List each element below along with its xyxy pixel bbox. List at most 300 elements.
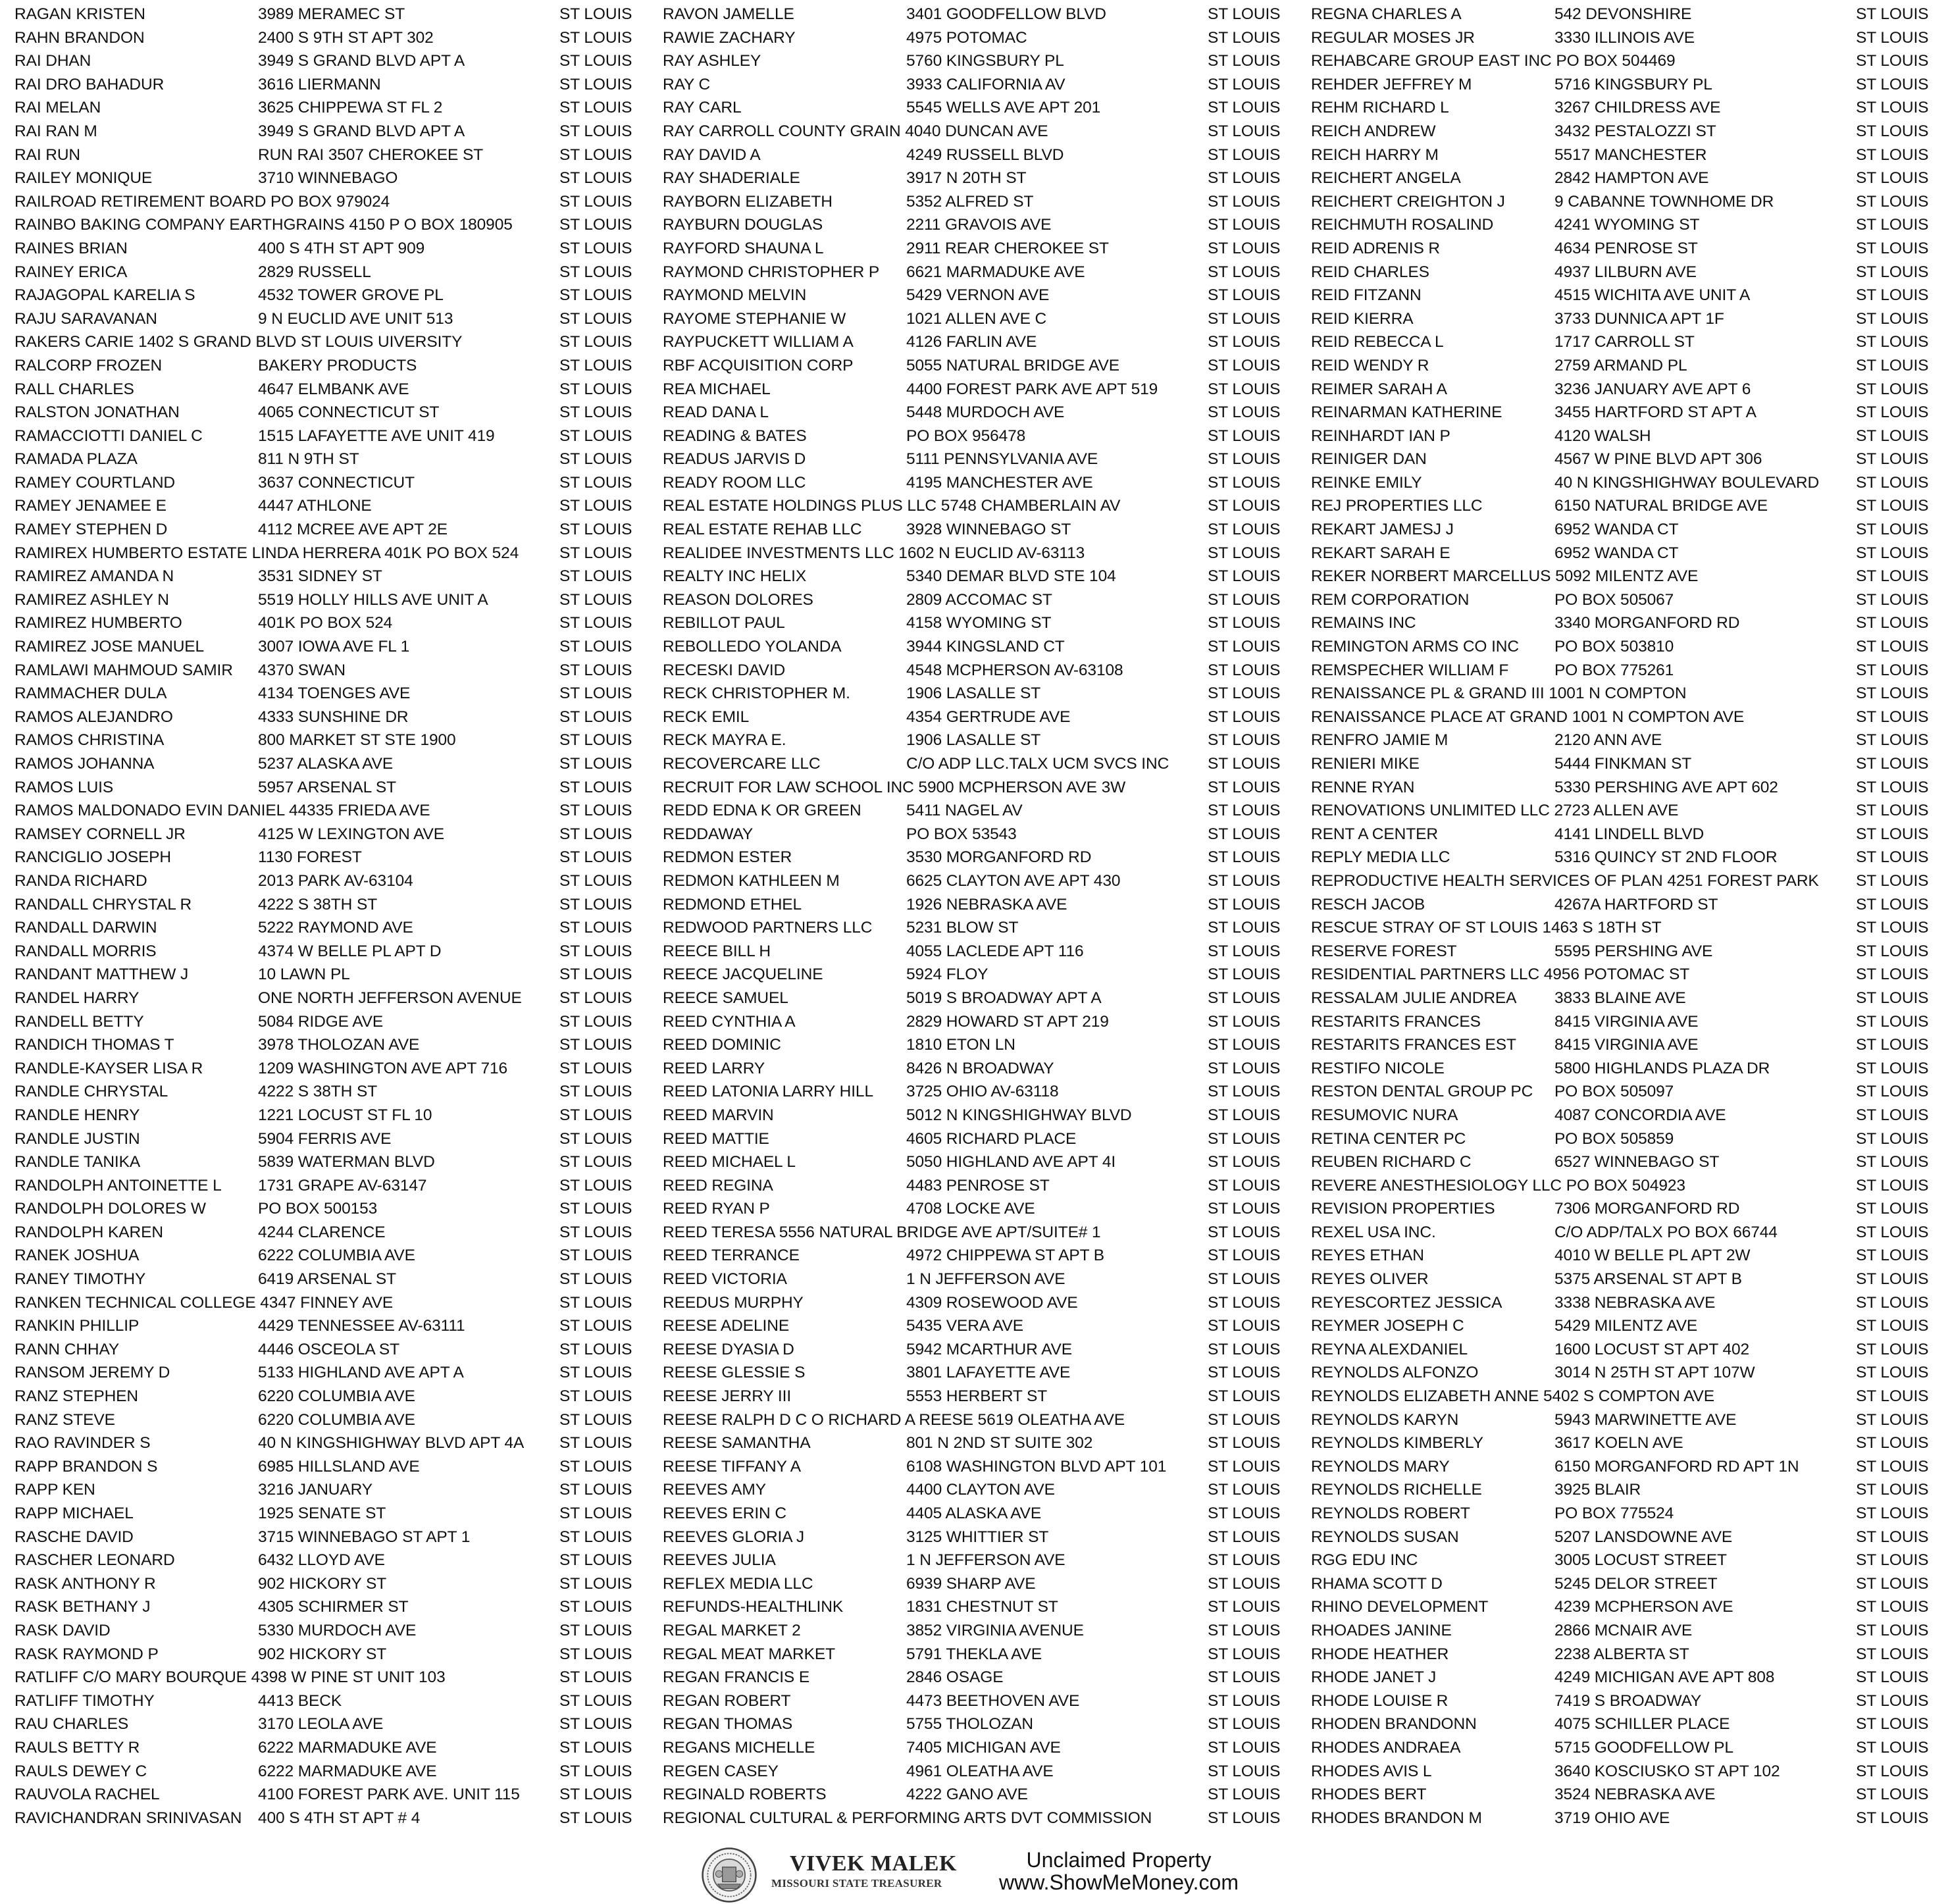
owner-name: RENAISSANCE PLACE AT GRAND 1001 N COMPTON AVE (1311, 708, 1745, 726)
listing-row (14, 518, 659, 542)
owner-city: ST LOUIS (1208, 1668, 1281, 1687)
owner-name: REESE SAMANTHA (663, 1434, 811, 1453)
owner-address: 5716 KINGSBURY PL (1554, 75, 1712, 93)
owner-address: 5237 ALASKA AVE (258, 755, 394, 773)
owner-address: 3216 JANUARY (258, 1481, 373, 1499)
owner-city: ST LOUIS (1208, 1410, 1281, 1429)
listing-row (1311, 706, 1950, 729)
owner-city: ST LOUIS (1208, 1786, 1281, 1804)
owner-city: ST LOUIS (1856, 614, 1929, 632)
owner-address: 3616 LIERMANN (258, 75, 381, 93)
listing-row (14, 1549, 659, 1572)
owner-name: REXEL USA INC. (1311, 1223, 1436, 1241)
listing-row (14, 1807, 659, 1830)
listing-row (663, 1760, 1308, 1784)
listing-row (663, 1314, 1308, 1338)
owner-address: 7405 MICHIGAN AVE (906, 1738, 1061, 1757)
owner-address: 400 S 4TH ST APT # 4 (258, 1809, 421, 1827)
listing-row (1311, 1736, 1950, 1760)
owner-address: 6432 LLOYD AVE (258, 1551, 385, 1570)
owner-address: 3710 WINNEBAGO (258, 169, 398, 188)
owner-name: REFLEX MEDIA LLC (663, 1574, 813, 1593)
listing-row (1311, 1502, 1950, 1526)
owner-city: ST LOUIS (1856, 848, 1929, 867)
listing-row (663, 1478, 1308, 1502)
owner-address: 5222 RAYMOND AVE (258, 919, 413, 937)
owner-address: 3978 THOLOZAN AVE (258, 1036, 420, 1054)
listing-row (14, 73, 659, 97)
owner-name: REID REBECCA L (1311, 333, 1444, 351)
listing-row (663, 261, 1308, 284)
listing-row (14, 869, 659, 893)
owner-address: 1209 WASHINGTON AVE APT 716 (258, 1059, 508, 1077)
listing-row (663, 1408, 1308, 1432)
owner-name: RECOVERCARE LLC (663, 755, 821, 773)
owner-city: ST LOUIS (559, 1668, 632, 1687)
owner-city: ST LOUIS (1856, 825, 1929, 843)
owner-name: REICHMUTH ROSALIND (1311, 216, 1494, 234)
owner-name: RAMACCIOTTI DANIEL C (14, 426, 203, 445)
owner-city: ST LOUIS (559, 380, 632, 398)
owner-city: ST LOUIS (1208, 521, 1281, 539)
owner-name: RAKERS CARIE 1402 S GRAND BLVD ST LOUIS UIVERSITY (14, 333, 463, 351)
owner-address: 3170 LEOLA AVE (258, 1715, 384, 1734)
owner-city: ST LOUIS (1208, 1574, 1281, 1593)
owner-address: 8415 VIRGINIA AVE (1554, 1012, 1699, 1031)
owner-name: REMSPECHER WILLIAM F (1311, 661, 1509, 679)
listing-row (1311, 354, 1950, 378)
owner-address: 3733 DUNNICA APT 1F (1554, 309, 1724, 328)
listing-row (14, 1619, 659, 1643)
listing-row (1311, 1080, 1950, 1104)
owner-city: ST LOUIS (1856, 1012, 1929, 1031)
owner-city: ST LOUIS (1856, 356, 1929, 374)
owner-address: 3338 NEBRASKA AVE (1554, 1293, 1716, 1312)
listing-row (1311, 1010, 1950, 1034)
owner-name: REESE ADELINE (663, 1317, 790, 1335)
listing-row (1311, 611, 1950, 635)
owner-name: RAPP KEN (14, 1481, 95, 1499)
owner-address: 3014 N 25TH ST APT 107W (1554, 1364, 1755, 1382)
owner-name: RAULS DEWEY C (14, 1762, 147, 1780)
owner-address: 1906 LASALLE ST (906, 684, 1041, 703)
owner-name: RHODES ANDRAEA (1311, 1738, 1461, 1757)
owner-city: ST LOUIS (559, 684, 632, 703)
owner-city: ST LOUIS (559, 1457, 632, 1476)
owner-city: ST LOUIS (559, 1645, 632, 1663)
owner-name: RASK DAVID (14, 1621, 111, 1639)
owner-name: RAMLAWI MAHMOUD SAMIR (14, 661, 233, 679)
owner-name: REGAN FRANCIS E (663, 1668, 810, 1687)
owner-city: ST LOUIS (559, 1809, 632, 1827)
owner-name: REED LATONIA LARRY HILL (663, 1083, 873, 1101)
owner-address: PO BOX 503810 (1554, 638, 1674, 656)
owner-name: RAULS BETTY R (14, 1738, 140, 1757)
owner-name: REGANS MICHELLE (663, 1738, 815, 1757)
listing-row (663, 1221, 1308, 1245)
listing-row (14, 1127, 659, 1151)
listing-row (14, 1361, 659, 1385)
owner-address: 4975 POTOMAC (906, 28, 1027, 47)
listing-row (1311, 190, 1950, 214)
listing-row (1311, 940, 1950, 964)
owner-name: REEVES ERIN C (663, 1505, 786, 1522)
owner-city: ST LOUIS (1856, 1293, 1929, 1312)
listing-row (14, 307, 659, 331)
owner-city: ST LOUIS (559, 1762, 632, 1780)
owner-city: ST LOUIS (1856, 1317, 1929, 1335)
owner-name: RAGAN KRISTEN (14, 5, 145, 23)
owner-city: ST LOUIS (1856, 708, 1929, 726)
listing-row (1311, 635, 1950, 659)
owner-city: ST LOUIS (1856, 1223, 1929, 1241)
owner-city: ST LOUIS (1856, 473, 1929, 492)
owner-city: ST LOUIS (559, 1364, 632, 1382)
owner-city: ST LOUIS (1208, 75, 1281, 93)
owner-address: PO BOX 53543 (906, 825, 1017, 843)
listing-row (663, 1361, 1308, 1385)
listing-row (663, 869, 1308, 893)
owner-city: ST LOUIS (1208, 1505, 1281, 1522)
owner-city: ST LOUIS (1856, 895, 1929, 913)
owner-city: ST LOUIS (1208, 450, 1281, 469)
listing-row (1311, 1807, 1950, 1830)
listing-row (663, 1033, 1308, 1057)
owner-name: READ DANA L (663, 403, 769, 422)
owner-address: 5519 HOLLY HILLS AVE UNIT A (258, 590, 488, 609)
owner-address: 5055 NATURAL BRIDGE AVE (906, 356, 1120, 374)
owner-address: 6527 WINNEBAGO ST (1554, 1153, 1720, 1171)
owner-address: 2842 HAMPTON AVE (1554, 169, 1709, 188)
listing-row (14, 1760, 659, 1784)
owner-address: 5375 ARSENAL ST APT B (1554, 1270, 1742, 1289)
owner-city: ST LOUIS (559, 286, 632, 305)
owner-name: RANDALL CHRYSTAL R (14, 895, 192, 913)
owner-name: RETINA CENTER PC (1311, 1129, 1466, 1148)
owner-name: RENIERI MIKE (1311, 755, 1420, 773)
owner-address: C/O ADP LLC.TALX UCM SVCS INC (906, 755, 1169, 773)
owner-city: ST LOUIS (1208, 590, 1281, 609)
owner-name: RANKEN TECHNICAL COLLEGE 4347 FINNEY AVE (14, 1293, 394, 1312)
owner-city: ST LOUIS (1208, 825, 1281, 843)
owner-address: PO BOX 505067 (1554, 590, 1674, 609)
owner-city: ST LOUIS (1208, 1457, 1281, 1476)
owner-name: READING & BATES (663, 426, 807, 445)
listing-row (663, 1268, 1308, 1291)
owner-city: ST LOUIS (559, 1059, 632, 1077)
owner-city: ST LOUIS (1208, 426, 1281, 445)
listing-row (1311, 261, 1950, 284)
owner-name: REHM RICHARD L (1311, 99, 1449, 117)
owner-name: REYNOLDS ALFONZO (1311, 1364, 1479, 1382)
owner-address: 3125 WHITTIER ST (906, 1528, 1049, 1546)
listing-row (14, 1408, 659, 1432)
owner-name: REINKE EMILY (1311, 473, 1422, 492)
listing-row (1311, 213, 1950, 237)
owner-address: 4222 S 38TH ST (258, 895, 378, 913)
listing-row (14, 167, 659, 190)
owner-address: 3989 MERAMEC ST (258, 5, 405, 23)
owner-city: ST LOUIS (559, 1129, 632, 1148)
owner-name: RAYMOND CHRISTOPHER P (663, 263, 880, 281)
owner-city: ST LOUIS (1856, 216, 1929, 234)
listing-row (14, 1526, 659, 1549)
owner-address: 4120 WALSH (1554, 426, 1651, 445)
listing-row (14, 1080, 659, 1104)
owner-name: REYESCORTEZ JESSICA (1311, 1293, 1502, 1312)
owner-city: ST LOUIS (1208, 684, 1281, 703)
listing-row (14, 963, 659, 987)
owner-city: ST LOUIS (1856, 1410, 1929, 1429)
listing-row (663, 1807, 1308, 1830)
owner-name: RHODES BERT (1311, 1786, 1427, 1804)
listing-row (663, 1783, 1308, 1807)
listing-row (1311, 401, 1950, 425)
listing-row (14, 1057, 659, 1081)
owner-name: RAY DAVID A (663, 145, 761, 164)
owner-city: ST LOUIS (1208, 1317, 1281, 1335)
listing-row (663, 588, 1308, 612)
listing-row (663, 1150, 1308, 1174)
owner-city: ST LOUIS (559, 848, 632, 867)
owner-name: REALIDEE INVESTMENTS LLC 1602 N EUCLID AV-63113 (663, 544, 1085, 562)
owner-city: ST LOUIS (1208, 192, 1281, 211)
listing-row (14, 1783, 659, 1807)
listing-row (1311, 307, 1950, 331)
owner-address: PO BOX 775524 (1554, 1505, 1674, 1522)
owner-name: REID WENDY R (1311, 356, 1429, 374)
owner-city: ST LOUIS (559, 1083, 632, 1101)
owner-address: 3801 LAFAYETTE AVE (906, 1364, 1071, 1382)
owner-city: ST LOUIS (1208, 1762, 1281, 1780)
owner-city: ST LOUIS (1856, 1387, 1929, 1406)
listing-row (663, 1431, 1308, 1455)
listing-row (1311, 1783, 1950, 1807)
owner-name: RANDOLPH KAREN (14, 1223, 163, 1241)
listing-row (1311, 1549, 1950, 1572)
owner-name: RAMIREZ HUMBERTO (14, 614, 182, 632)
listing-row (663, 1643, 1308, 1666)
owner-name: RAY ASHLEY (663, 52, 761, 70)
listing-row (663, 401, 1308, 425)
owner-city: ST LOUIS (1208, 1481, 1281, 1499)
owner-city: ST LOUIS (1856, 1505, 1929, 1522)
listing-row (14, 776, 659, 800)
owner-city: ST LOUIS (1856, 1691, 1929, 1710)
owner-address: 801 N 2ND ST SUITE 302 (906, 1434, 1093, 1453)
listing-row (14, 401, 659, 425)
owner-address: 5904 FERRIS AVE (258, 1129, 392, 1148)
listing-row (663, 611, 1308, 635)
owner-city: ST LOUIS (1856, 661, 1929, 679)
owner-city: ST LOUIS (1208, 755, 1281, 773)
owner-name: RAMIREX HUMBERTO ESTATE LINDA HERRERA 401K PO BOX 524 (14, 544, 519, 562)
owner-address: 2846 OSAGE (906, 1668, 1004, 1687)
listing-row (1311, 1338, 1950, 1362)
owner-address: 4961 OLEATHA AVE (906, 1762, 1054, 1780)
listing-row (663, 1526, 1308, 1549)
listing-row (1311, 987, 1950, 1010)
owner-address: 6150 MORGANFORD RD APT 1N (1554, 1457, 1799, 1476)
owner-name: RHODES BRANDON M (1311, 1809, 1482, 1827)
owner-city: ST LOUIS (559, 1387, 632, 1406)
owner-address: 6952 WANDA CT (1554, 521, 1679, 539)
owner-address: 3340 MORGANFORD RD (1554, 614, 1740, 632)
owner-name: REESE TIFFANY A (663, 1457, 802, 1476)
owner-address: 5942 MCARTHUR AVE (906, 1340, 1073, 1358)
owner-name: RESTIFO NICOLE (1311, 1059, 1445, 1077)
owner-name: REGEN CASEY (663, 1762, 779, 1780)
owner-name: RESERVE FOREST (1311, 942, 1457, 960)
owner-name: REKART SARAH E (1311, 544, 1450, 562)
owner-name: RAILROAD RETIREMENT BOARD PO BOX 979024 (14, 192, 390, 211)
listing-row (14, 706, 659, 729)
listing-row (663, 167, 1308, 190)
owner-name: RAMOS CHRISTINA (14, 731, 165, 750)
owner-address: 3949 S GRAND BLVD APT A (258, 52, 465, 70)
listing-row (14, 143, 659, 167)
owner-address: 4972 CHIPPEWA ST APT B (906, 1247, 1105, 1265)
owner-city: ST LOUIS (1208, 1247, 1281, 1265)
owner-name: RAJAGOPAL KARELIA S (14, 286, 195, 305)
owner-name: REINIGER DAN (1311, 450, 1427, 469)
owner-address: 8426 N BROADWAY (906, 1059, 1054, 1077)
listing-row (663, 1197, 1308, 1221)
owner-city: ST LOUIS (1856, 1129, 1929, 1148)
owner-address: 401K PO BOX 524 (258, 614, 393, 632)
owner-address: 4429 TENNESSEE AV-63111 (258, 1317, 465, 1335)
owner-city: ST LOUIS (1856, 1083, 1929, 1101)
listing-row (1311, 1150, 1950, 1174)
owner-city: ST LOUIS (1208, 473, 1281, 492)
owner-city: ST LOUIS (1856, 544, 1929, 562)
listing-row (14, 213, 659, 237)
owner-address: 811 N 9TH ST (258, 450, 359, 469)
owner-city: ST LOUIS (1856, 1809, 1929, 1827)
owner-address: 2238 ALBERTA ST (1554, 1645, 1689, 1663)
owner-name: RECRUIT FOR LAW SCHOOL INC 5900 MCPHERSON AVE 3W (663, 778, 1126, 796)
owner-address: 10 LAWN PL (258, 965, 350, 984)
listing-row (1311, 1127, 1950, 1151)
owner-city: ST LOUIS (1856, 1762, 1929, 1780)
owner-name: REMAINS INC (1311, 614, 1416, 632)
owner-city: ST LOUIS (1208, 919, 1281, 937)
owner-address: 5340 DEMAR BLVD STE 104 (906, 567, 1116, 586)
listing-row (1311, 1431, 1950, 1455)
owner-city: ST LOUIS (1208, 1270, 1281, 1289)
listing-row (1311, 26, 1950, 50)
listing-row (663, 1385, 1308, 1408)
owner-city: ST LOUIS (559, 755, 632, 773)
owner-name: REESE DYASIA D (663, 1340, 794, 1358)
owner-address: 2809 ACCOMAC ST (906, 590, 1052, 609)
owner-city: ST LOUIS (559, 1106, 632, 1124)
owner-address: 5545 WELLS AVE APT 201 (906, 99, 1101, 117)
owner-name: RAUVOLA RACHEL (14, 1786, 160, 1804)
listing-row (14, 611, 659, 635)
owner-city: ST LOUIS (1208, 1364, 1281, 1382)
owner-city: ST LOUIS (1856, 99, 1929, 117)
owner-address: 1515 LAFAYETTE AVE UNIT 419 (258, 426, 495, 445)
owner-city: ST LOUIS (559, 216, 632, 234)
owner-address: 4134 TOENGES AVE (258, 684, 411, 703)
owner-city: ST LOUIS (1208, 1083, 1281, 1101)
owner-address: 5429 MILENTZ AVE (1554, 1317, 1698, 1335)
owner-address: 3725 OHIO AV-63118 (906, 1083, 1059, 1101)
owner-name: RAMEY COURTLAND (14, 473, 176, 492)
owner-city: ST LOUIS (559, 1247, 632, 1265)
listing-row (14, 1150, 659, 1174)
owner-name: REED MARVIN (663, 1106, 774, 1124)
owner-city: ST LOUIS (1856, 403, 1929, 422)
owner-address: 800 MARKET ST STE 1900 (258, 731, 456, 750)
listing-row (1311, 425, 1950, 448)
owner-city: ST LOUIS (1856, 1106, 1929, 1124)
owner-address: 5791 THEKLA AVE (906, 1645, 1042, 1663)
owner-address: 3637 CONNECTICUT (258, 473, 415, 492)
owner-name: REVISION PROPERTIES (1311, 1200, 1495, 1218)
owner-name: RANCIGLIO JOSEPH (14, 848, 172, 867)
owner-name: RAMSEY CORNELL JR (14, 825, 186, 843)
owner-address: PO BOX 956478 (906, 426, 1026, 445)
listing-row (1311, 167, 1950, 190)
owner-name: REGNA CHARLES A (1311, 5, 1462, 23)
owner-name: REGAL MARKET 2 (663, 1621, 801, 1639)
owner-name: RAMIREZ ASHLEY N (14, 590, 169, 609)
owner-address: 3833 BLAINE AVE (1554, 989, 1686, 1007)
program-website-link[interactable]: www.ShowMeMoney.com (999, 1870, 1239, 1894)
listing-row (663, 1666, 1308, 1689)
owner-name: RANSOM JEREMY D (14, 1364, 170, 1382)
listing-row (663, 1549, 1308, 1572)
owner-address: 3455 HARTFORD ST APT A (1554, 403, 1757, 422)
owner-name: REVERE ANESTHESIOLOGY LLC PO BOX 504923 (1311, 1176, 1685, 1195)
listing-row (663, 1595, 1308, 1619)
listing-row (14, 1174, 659, 1198)
listing-row (663, 940, 1308, 964)
listing-row (14, 425, 659, 448)
owner-city: ST LOUIS (1856, 1574, 1929, 1593)
owner-name: RAI MELAN (14, 99, 101, 117)
owner-name: RENT A CENTER (1311, 825, 1438, 843)
owner-city: ST LOUIS (1856, 75, 1929, 93)
owner-address: 6220 COLUMBIA AVE (258, 1410, 415, 1429)
owner-city: ST LOUIS (559, 521, 632, 539)
owner-name: REID FITZANN (1311, 286, 1422, 305)
owner-address: BAKERY PRODUCTS (258, 356, 417, 374)
owner-address: 4309 ROSEWOOD AVE (906, 1293, 1078, 1312)
listing-row (663, 378, 1308, 401)
owner-name: RAMMACHER DULA (14, 684, 167, 703)
owner-city: ST LOUIS (559, 895, 632, 913)
owner-address: ONE NORTH JEFFERSON AVENUE (258, 989, 522, 1007)
owner-city: ST LOUIS (1856, 755, 1929, 773)
owner-city: ST LOUIS (1856, 1715, 1929, 1734)
owner-city: ST LOUIS (1208, 544, 1281, 562)
owner-name: RAI RAN M (14, 122, 97, 140)
listing-row (663, 963, 1308, 987)
listing-row (1311, 846, 1950, 869)
listing-row (14, 659, 659, 682)
owner-name: RALCORP FROZEN (14, 356, 163, 374)
owner-address: 1021 ALLEN AVE C (906, 309, 1047, 328)
listing-row (1311, 1455, 1950, 1479)
owner-address: 9 N EUCLID AVE UNIT 513 (258, 309, 453, 328)
listing-row (663, 1712, 1308, 1736)
owner-city: ST LOUIS (559, 989, 632, 1007)
owner-city: ST LOUIS (1856, 1621, 1929, 1639)
listing-row (663, 776, 1308, 800)
